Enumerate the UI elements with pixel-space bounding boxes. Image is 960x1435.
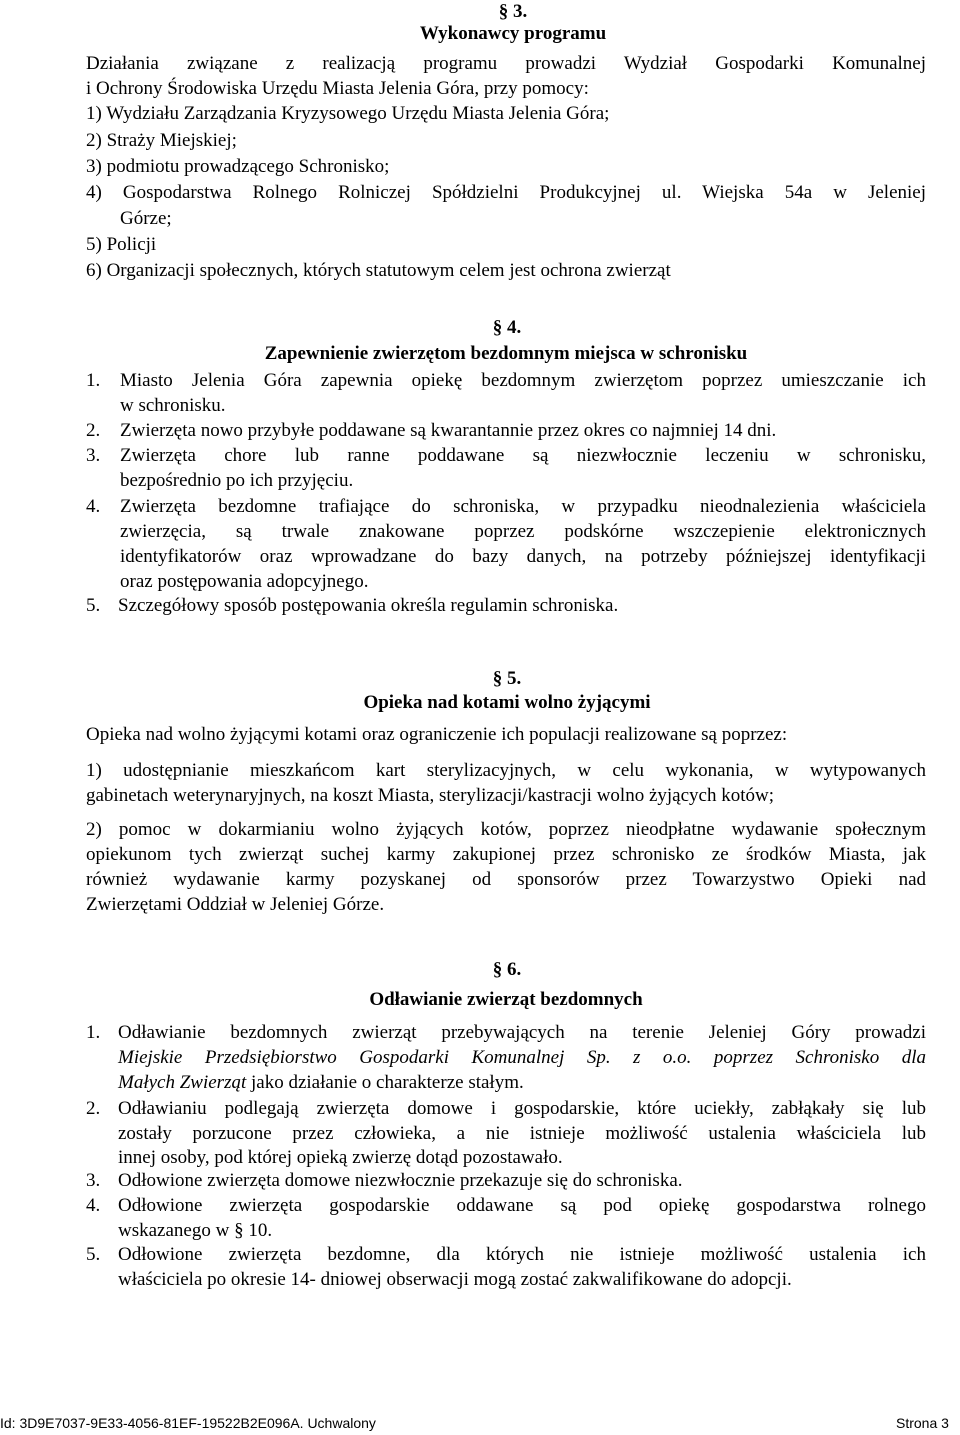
section-6-item-5-line1: Odłowione zwierzęta bezdomne, dla których nie istnieje możliwość ustalenia ich xyxy=(118,1244,926,1265)
section-4-item-3-line1: Zwierzęta chore lub ranne poddawane są niezwłocznie leczeniu w schronisku, xyxy=(120,445,926,466)
section-6-item-1-line3-rest: jako działanie o charakterze stałym. xyxy=(246,1072,524,1093)
section-3-intro-line1: Działania związane z realizacją programu prowadzi Wydział Gospodarki Komunalnej xyxy=(86,53,926,74)
section-6-item-1-line3-italic: Małych Zwierząt xyxy=(118,1072,247,1093)
section-3-item-5: 5) Policji xyxy=(86,234,157,255)
section-4-item-3-num: 3. xyxy=(86,445,101,466)
section-4-item-4-line4: oraz postępowania adopcyjnego. xyxy=(120,571,369,592)
section-6-item-1-line3 xyxy=(118,1071,524,1095)
section-6-item-1-line1: Odławianie bezdomnych zwierząt przebywających na terenie Jeleniej Góry prowadzi xyxy=(118,1022,926,1043)
section-4-item-1-line1: Miasto Jelenia Góra zapewnia opiekę bezdomnym zwierzętom poprzez umieszczanie ich xyxy=(120,370,926,391)
section-5-p1-line2: gabinetach weterynaryjnych, na koszt Miasta, sterylizacji/kastracji wolno żyjących kotów; xyxy=(86,785,774,806)
section-3-item-4: 4) Gospodarstwa Rolnego Rolniczej Spółdzielni Produkcyjnej ul. Wiejska 54a w Jeleniej xyxy=(86,182,926,203)
section-6-item-1-num: 1. xyxy=(86,1022,101,1043)
section-5-heading: § 5. xyxy=(492,668,522,689)
section-4-item-5-line1: Szczegółowy sposób postępowania określa regulamin schroniska. xyxy=(118,595,619,616)
section-4-item-1-num: 1. xyxy=(86,370,101,391)
section-4-item-3-line2: bezpośrednio po ich przyjęciu. xyxy=(120,470,354,491)
footer-page-number: Strona 3 xyxy=(896,1415,949,1431)
section-6-item-5-num: 5. xyxy=(86,1244,101,1265)
footer-document-id: Id: 3D9E7037-9E33-4056-81EF-19522B2E096A. Uchwalony xyxy=(0,1415,376,1431)
section-6-item-2-line3: innej osoby, pod której opieką zwierzę dotąd pozostawało. xyxy=(118,1147,563,1168)
section-5-title: Opieka nad kotami wolno żyjącymi xyxy=(363,692,651,713)
section-6-item-2-line1: Odławianiu podlegają zwierzęta domowe i gospodarskie, które uciekły, zabłąkały się lub xyxy=(118,1098,926,1119)
section-5-intro: Opieka nad wolno żyjącymi kotami oraz ograniczenie ich populacji realizowane są poprzez: xyxy=(86,724,788,745)
section-3-item-6: 6) Organizacji społecznych, których statutowym celem jest ochrona zwierząt xyxy=(86,260,671,281)
section-5-p2-line2: opiekunom tych zwierząt suchej karmy zakupionej przez schronisko ze środków Miasta, jak xyxy=(86,844,926,865)
section-3-title: Wykonawcy programu xyxy=(419,23,607,44)
section-4-item-4-line2: zwierzęcia, są trwale znakowane poprzez podskórne wszczepienie elektronicznych xyxy=(120,521,926,542)
section-3-item-1: 1) Wydziału Zarządzania Kryzysowego Urzędu Miasta Jelenia Góra; xyxy=(86,103,610,124)
section-5-p2-line4: Zwierzętami Oddział w Jeleniej Górze. xyxy=(86,894,385,915)
section-6-heading: § 6. xyxy=(492,959,522,980)
section-4-item-1-line2: w schronisku. xyxy=(120,395,226,416)
section-6-item-4-line2: wskazanego w § 10. xyxy=(118,1220,273,1241)
section-5-p2-line1: 2) pomoc w dokarmianiu wolno żyjących kotów, poprzez nieodpłatne wydawanie społecznym xyxy=(86,819,926,840)
section-6-item-2-line2: zostały porzucone przez człowieka, a nie istnieje możliwość ustalenia właściciela lub xyxy=(118,1123,926,1144)
section-6-item-1-line2: Miejskie Przedsiębiorstwo Gospodarki Komunalnej Sp. z o.o. poprzez Schronisko dla xyxy=(118,1047,926,1068)
section-6-title: Odławianie zwierząt bezdomnych xyxy=(369,989,643,1010)
section-6-item-4-num: 4. xyxy=(86,1195,101,1216)
section-3-item-4-cont: Górze; xyxy=(120,208,172,229)
section-4-heading: § 4. xyxy=(492,317,522,338)
section-5-p1-line1: 1) udostępnianie mieszkańcom kart sterylizacyjnych, w celu wykonania, w wytypowanych xyxy=(86,760,926,781)
section-4-title: Zapewnienie zwierzętom bezdomnym miejsca w schronisku xyxy=(264,343,748,364)
section-4-item-5-num: 5. xyxy=(86,595,101,616)
section-3-item-3: 3) podmiotu prowadzącego Schronisko; xyxy=(86,156,390,177)
section-4-item-2-num: 2. xyxy=(86,420,101,441)
section-6-item-5-line2: właściciela po okresie 14- dniowej obserwacji mogą zostać zakwalifikowane do adopcji. xyxy=(118,1269,792,1290)
section-6-item-4-line1: Odłowione zwierzęta gospodarskie oddawane są pod opiekę gospodarstwa rolnego xyxy=(118,1195,926,1216)
section-6-item-3-num: 3. xyxy=(86,1170,101,1191)
section-4-item-4-line1: Zwierzęta bezdomne trafiające do schroniska, w przypadku nieodnalezienia właściciela xyxy=(120,496,926,517)
section-4-item-4-line3: identyfikatorów oraz wprowadzane do bazy danych, na potrzeby późniejszej identyfikacji xyxy=(120,546,926,567)
section-3-intro-line2: i Ochrony Środowiska Urzędu Miasta Jelenia Góra, przy pomocy: xyxy=(86,78,589,99)
section-6-item-3-line1: Odłowione zwierzęta domowe niezwłocznie przekazuje się do schroniska. xyxy=(118,1170,683,1191)
section-6-item-2-num: 2. xyxy=(86,1098,101,1119)
section-3-item-2: 2) Straży Miejskiej; xyxy=(86,130,237,151)
section-4-item-4-num: 4. xyxy=(86,496,101,517)
section-4-item-2-line1: Zwierzęta nowo przybyłe poddawane są kwarantannie przez okres co najmniej 14 dni. xyxy=(120,420,777,441)
section-5-p2-line3: również wydawanie karmy pozyskanej od sponsorów przez Towarzystwo Opieki nad xyxy=(86,869,926,890)
section-3-heading: § 3. xyxy=(498,1,528,22)
